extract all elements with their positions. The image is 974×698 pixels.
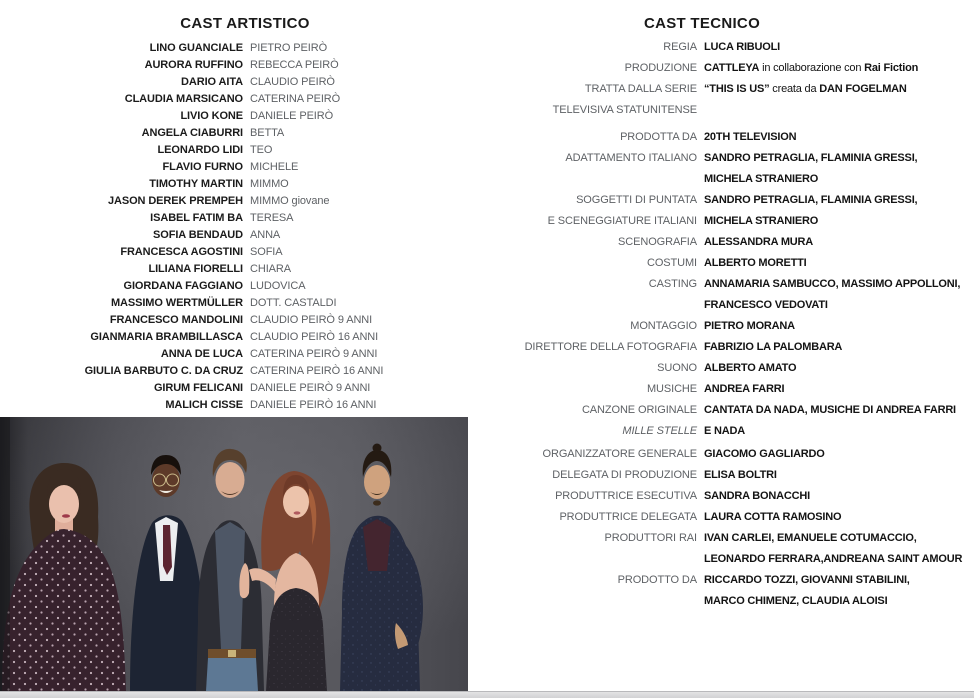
credit-value-segment: ALESSANDRA MURA (704, 235, 814, 248)
credit-label: DIRETTORE DELLA FOTOGRAFIA (524, 340, 697, 353)
credit-line (490, 464, 974, 485)
credit-value (704, 41, 780, 53)
credit-value (704, 574, 910, 586)
character-name: REBECCA PEIRÒ (250, 58, 339, 71)
actor-name: CLAUDIA MARSICANO (124, 92, 243, 105)
credit-entry (490, 527, 974, 569)
cast-row (0, 73, 490, 90)
actor-name: FRANCESCA AGOSTINI (120, 245, 243, 258)
credit-line (490, 527, 974, 548)
actor-name: FLAVIO FURNO (162, 160, 243, 173)
credit-line (490, 569, 974, 590)
credit-entry (490, 57, 974, 78)
credit-label: TELEVISIVA STATUNITENSE (552, 103, 697, 116)
credit-line (490, 485, 974, 506)
credit-value-segment: MARCO CHIMENZ, CLAUDIA ALOISI (704, 594, 888, 607)
actor-name: DARIO AITA (181, 75, 243, 88)
character-name: CATERINA PEIRÒ 16 ANNI (250, 364, 384, 377)
credit-label: TRATTA DALLA SERIE (584, 82, 697, 95)
credit-entry (490, 357, 974, 378)
credit-value (704, 490, 810, 502)
cast-tecnico-list (490, 36, 974, 611)
credit-label: REGIA (663, 40, 697, 53)
credit-value-segment: creata da (769, 82, 820, 95)
character-name: DANIELE PEIRÒ 16 ANNI (250, 398, 377, 411)
character-name: PIETRO PEIRÒ (250, 41, 328, 54)
credit-label: CANZONE ORIGINALE (581, 403, 697, 416)
credit-label: PRODUTTRICE ESECUTIVA (555, 489, 697, 502)
credit-value (704, 62, 918, 74)
character-name: ANNA (250, 228, 281, 241)
actor-name: GIORDANA FAGGIANO (123, 279, 243, 292)
credit-line (490, 57, 974, 78)
character-name: CHIARA (250, 262, 291, 275)
credit-line (490, 548, 974, 569)
credit-value-segment: SANDRO PETRAGLIA, FLAMINIA GRESSI, (704, 193, 918, 206)
credit-value (704, 320, 795, 332)
credit-line (490, 210, 974, 231)
credit-value (704, 553, 962, 565)
credit-line (490, 590, 974, 611)
credit-label: SUONO (657, 361, 697, 374)
credit-line (490, 273, 974, 294)
credit-line (490, 420, 974, 441)
credit-label: MONTAGGIO (630, 319, 697, 332)
credit-value (704, 194, 917, 206)
credit-label: CASTING (648, 277, 697, 290)
credit-label: ADATTAMENTO ITALIANO (565, 151, 697, 164)
credit-line (490, 147, 974, 168)
credit-entry (490, 273, 974, 315)
cast-row (0, 345, 490, 362)
cast-row (0, 243, 490, 260)
credit-label: SCENOGRAFIA (618, 235, 697, 248)
character-name: SOFIA (250, 245, 283, 258)
character-name: DOTT. CASTALDI (250, 296, 337, 309)
credit-value (704, 278, 960, 290)
character-name: CLAUDIO PEIRÒ 16 ANNI (250, 330, 379, 343)
credit-value-segment: ANNAMARIA SAMBUCCO, MASSIMO APPOLLONI, (704, 277, 961, 290)
cast-row (0, 260, 490, 277)
credit-value (704, 362, 796, 374)
credit-entry (490, 464, 974, 485)
credit-value-segment: MICHELA STRANIERO (704, 214, 819, 227)
cast-row (0, 209, 490, 226)
cast-artistico-list (0, 39, 490, 413)
credit-value (704, 404, 956, 416)
credit-label: E SCENEGGIATURE ITALIANI (547, 214, 697, 227)
credit-value-segment: GIACOMO GAGLIARDO (704, 447, 825, 460)
credit-label: PRODUTTORI RAI (604, 531, 697, 544)
character-name: TEO (250, 143, 273, 156)
character-name: DANIELE PEIRÒ (250, 109, 334, 122)
credit-value-segment: ELISA BOLTRI (704, 468, 777, 481)
actor-name: LIVIO KONE (180, 109, 243, 122)
credit-value-segment: CANTATA DA NADA, MUSICHE DI ANDREA FARRI (704, 403, 956, 416)
credit-value-segment: LUCA RIBUOLI (704, 40, 781, 53)
actor-name: LINO GUANCIALE (149, 41, 243, 54)
credit-entry (490, 189, 974, 231)
credit-value-segment: FABRIZIO LA PALOMBARA (704, 340, 843, 353)
character-name: DANIELE PEIRÒ 9 ANNI (250, 381, 371, 394)
credit-entry (490, 378, 974, 399)
credit-value-segment: ANDREA FARRI (704, 382, 785, 395)
character-name: CATERINA PEIRÒ (250, 92, 341, 105)
credit-line (490, 36, 974, 57)
actor-name: ANGELA CIABURRI (141, 126, 243, 139)
credit-value (704, 152, 917, 164)
credit-value (704, 83, 907, 95)
cast-row (0, 226, 490, 243)
credit-label: MILLE STELLE (622, 424, 697, 437)
credit-value-segment: SANDRA BONACCHI (704, 489, 810, 502)
cast-row (0, 277, 490, 294)
credit-entry (490, 569, 974, 611)
credit-value (704, 511, 841, 523)
credit-value-segment: SANDRO PETRAGLIA, FLAMINIA GRESSI, (704, 151, 918, 164)
actor-name: MALICH CISSE (165, 398, 243, 411)
actor-name: GIANMARIA BRAMBILLASCA (90, 330, 243, 343)
credit-value (704, 215, 818, 227)
character-name: CLAUDIO PEIRÒ (250, 75, 335, 88)
horizontal-scrollbar[interactable] (0, 691, 974, 698)
character-name: BETTA (250, 126, 285, 139)
credit-line (490, 168, 974, 189)
actor-name: MASSIMO WERTMÜLLER (110, 296, 243, 309)
credit-label: PRODOTTA DA (620, 130, 697, 143)
character-name: MIMMO (250, 177, 289, 190)
cast-artistico-title: CAST ARTISTICO (180, 15, 310, 32)
cast-tecnico-title: CAST TECNICO (643, 15, 761, 32)
credit-line (490, 99, 974, 120)
credit-label: DELEGATA DI PRODUZIONE (552, 468, 697, 481)
character-name: CATERINA PEIRÒ 9 ANNI (250, 347, 378, 360)
credit-value-segment: IVAN CARLEI, EMANUELE COTUMACCIO, (704, 531, 917, 544)
credit-value-segment: PIETRO MORANA (704, 319, 795, 332)
credit-entry (490, 336, 974, 357)
credit-entry (490, 443, 974, 464)
credit-value-segment: ALBERTO AMATO (704, 361, 797, 374)
character-name: CLAUDIO PEIRÒ 9 ANNI (250, 313, 373, 326)
credit-value (704, 173, 818, 185)
credit-value-segment: in collaborazione con (759, 61, 865, 74)
credit-line (490, 126, 974, 147)
cast-row (0, 379, 490, 396)
cast-photo-illustration (0, 417, 468, 691)
credit-value (704, 425, 745, 437)
credit-line (490, 294, 974, 315)
credit-entry (490, 78, 974, 120)
credit-value-segment: ALBERTO MORETTI (704, 256, 807, 269)
credit-entry (490, 36, 974, 57)
credit-value (704, 131, 796, 143)
cast-row (0, 192, 490, 209)
credit-entry (490, 315, 974, 336)
credit-value-segment: “THIS IS US” (704, 82, 770, 95)
credit-line (490, 378, 974, 399)
cast-row (0, 56, 490, 73)
credit-line (490, 336, 974, 357)
credit-line (490, 315, 974, 336)
credit-value (704, 257, 807, 269)
credit-line (490, 252, 974, 273)
cast-row (0, 396, 490, 413)
cast-row (0, 362, 490, 379)
credit-line (490, 78, 974, 99)
credit-value-segment: RICCARDO TOZZI, GIOVANNI STABILINI, (704, 573, 910, 586)
cast-row (0, 328, 490, 345)
cast-row (0, 175, 490, 192)
cast-row (0, 294, 490, 311)
credit-entry (490, 231, 974, 252)
credit-label: PRODUZIONE (624, 61, 697, 74)
character-name: TERESA (250, 211, 294, 224)
actor-name: LILIANA FIORELLI (148, 262, 243, 275)
credit-label: COSTUMI (646, 256, 697, 269)
credit-line (490, 357, 974, 378)
character-name: LUDOVICA (250, 279, 306, 292)
credit-value-segment: LAURA COTTA RAMOSINO (704, 510, 842, 523)
credit-line (490, 443, 974, 464)
credit-value-segment: DAN FOGELMAN (819, 82, 907, 95)
credit-line (490, 506, 974, 527)
actor-name: LEONARDO LIDI (157, 143, 243, 156)
credit-entry (490, 399, 974, 441)
credit-entry (490, 126, 974, 147)
actor-name: GIRUM FELICANI (153, 381, 243, 394)
credit-value (704, 448, 825, 460)
actor-name: FRANCESCO MANDOLINI (109, 313, 243, 326)
actor-name: GIULIA BARBUTO C. DA CRUZ (84, 364, 243, 377)
cast-row (0, 39, 490, 56)
cast-row (0, 158, 490, 175)
actor-name: ANNA DE LUCA (160, 347, 243, 360)
credit-entry (490, 506, 974, 527)
credit-value-segment: 20TH TELEVISION (704, 130, 797, 143)
character-name: MICHELE (250, 160, 299, 173)
credit-label: MUSICHE (646, 382, 697, 395)
cast-photo (0, 417, 468, 691)
credit-value (704, 595, 887, 607)
credit-value-segment: Rai Fiction (864, 61, 919, 74)
credit-entry (490, 147, 974, 189)
cast-row (0, 141, 490, 158)
credit-label: PRODUTTRICE DELEGATA (559, 510, 697, 523)
credit-label: ORGANIZZATORE GENERALE (542, 447, 697, 460)
credit-value (704, 532, 917, 544)
credit-value-segment: LEONARDO FERRARA,ANDREANA SAINT AMOUR (704, 552, 963, 565)
actor-name: SOFIA BENDAUD (153, 228, 243, 241)
actor-name: JASON DEREK PREMPEH (107, 194, 243, 207)
character-name: MIMMO giovane (250, 194, 330, 207)
actor-name: TIMOTHY MARTIN (149, 177, 243, 190)
credit-label: SOGGETTI DI PUNTATA (576, 193, 697, 206)
cast-row (0, 124, 490, 141)
credit-value (704, 383, 784, 395)
credit-value (704, 341, 842, 353)
credit-line (490, 231, 974, 252)
credit-entry (490, 252, 974, 273)
credit-label: PRODOTTO DA (617, 573, 697, 586)
credit-value (704, 469, 777, 481)
credit-value (704, 299, 828, 311)
credit-value-segment: CATTLEYA (704, 61, 760, 74)
credit-entry (490, 485, 974, 506)
cast-row (0, 107, 490, 124)
cast-row (0, 90, 490, 107)
actor-name: AURORA RUFFINO (144, 58, 243, 71)
credit-line (490, 189, 974, 210)
credit-value-segment: MICHELA STRANIERO (704, 172, 819, 185)
credit-value (704, 236, 813, 248)
actor-name: ISABEL FATIM BA (150, 211, 243, 224)
credit-line (490, 399, 974, 420)
credit-value-segment: FRANCESCO VEDOVATI (704, 298, 828, 311)
cast-row (0, 311, 490, 328)
credit-value-segment: E NADA (704, 424, 745, 437)
